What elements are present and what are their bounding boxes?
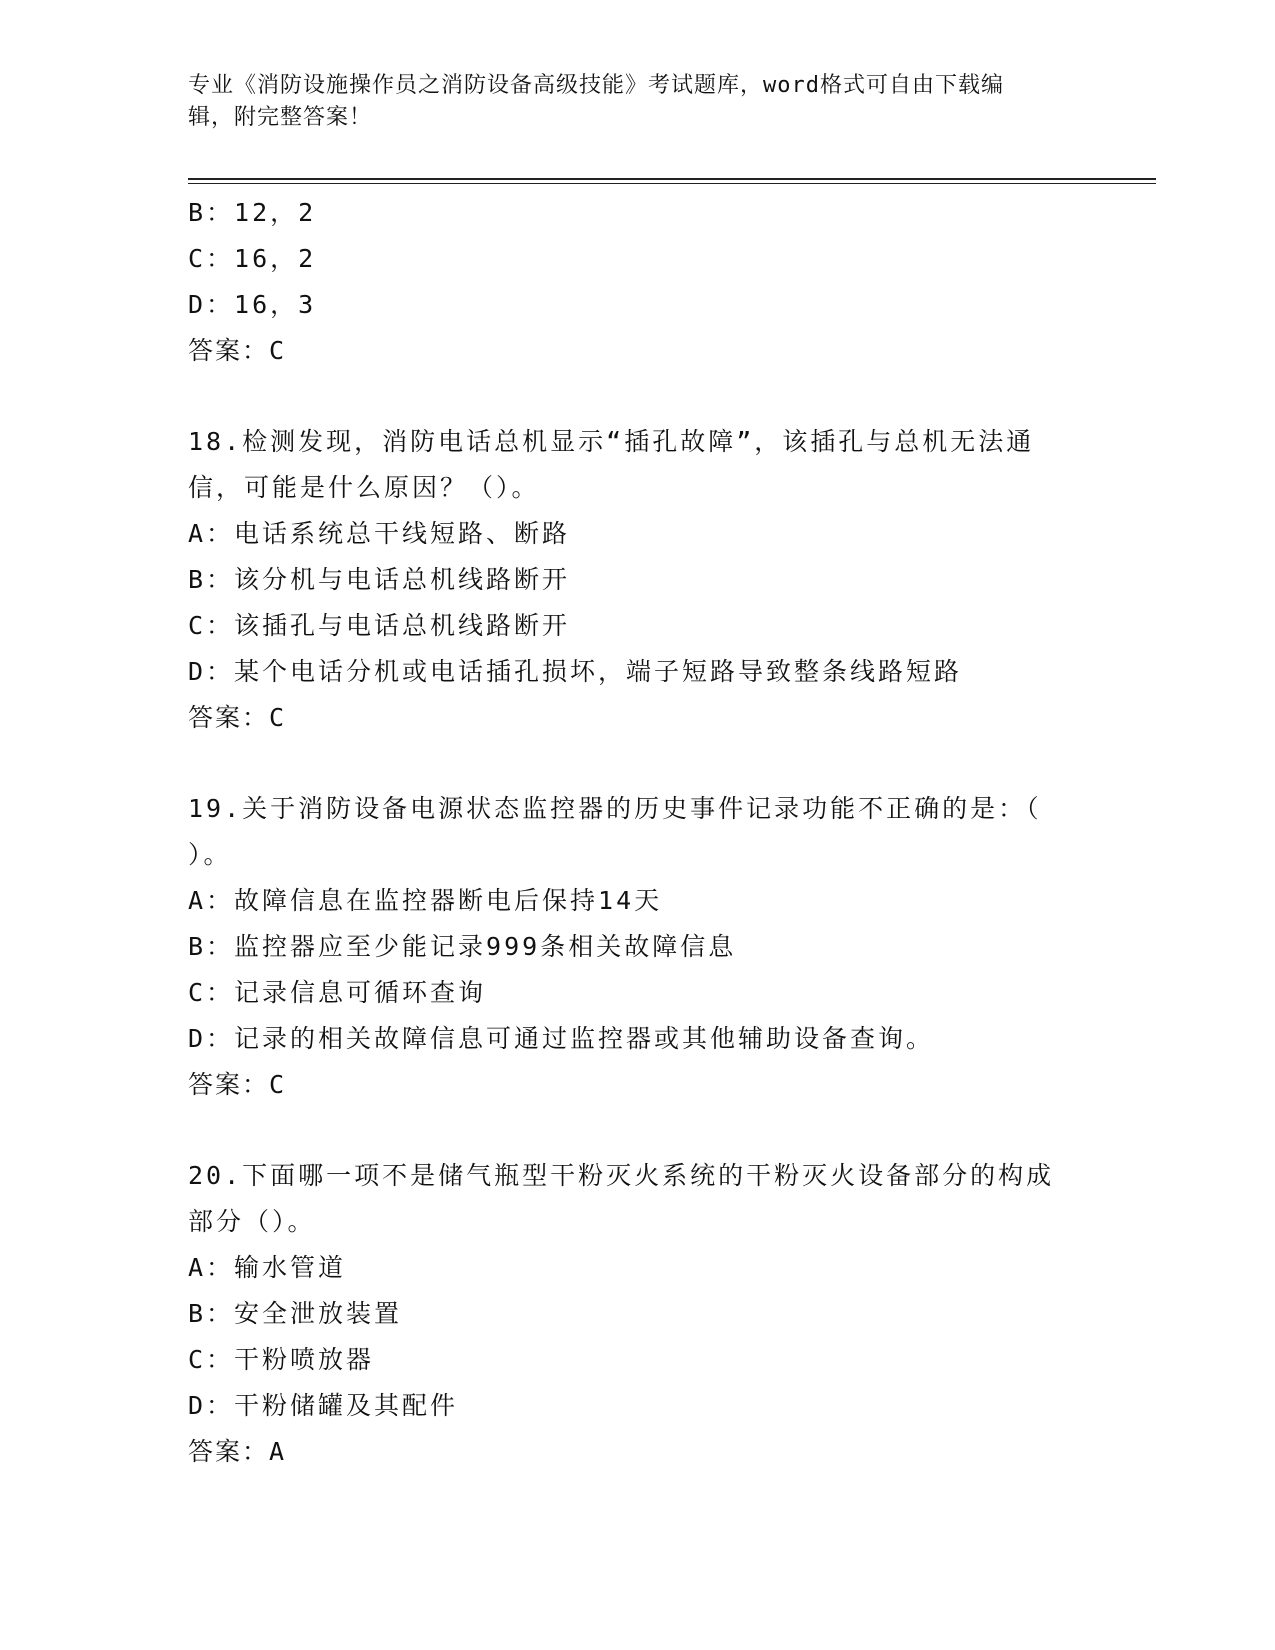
question-text-line: 19.关于消防设备电源状态监控器的历史事件记录功能不正确的是：（ (188, 794, 1042, 823)
document-header (188, 70, 1068, 134)
answer-value: C (269, 1070, 287, 1099)
answer-label: 答案： (188, 703, 270, 732)
question-gap (188, 741, 1088, 786)
option-b: B：该分机与电话总机线路断开 (188, 565, 571, 594)
question-18 (188, 419, 1088, 741)
answer-value: C (269, 703, 287, 732)
answer-label: 答案： (188, 1437, 270, 1466)
option-b: B：监控器应至少能记录999条相关故障信息 (188, 932, 737, 961)
option-d: D：记录的相关故障信息可通过监控器或其他辅助设备查询。 (188, 1024, 935, 1053)
header-divider-thin (188, 183, 1156, 184)
header-line-2: 辑，附完整答案！ (188, 105, 373, 130)
option-a: A：故障信息在监控器断电后保持14天 (188, 886, 663, 915)
option-b: B：安全泄放装置 (188, 1299, 403, 1328)
question-text-line: 20.下面哪一项不是储气瓶型干粉灭火系统的干粉灭火设备部分的构成 (188, 1161, 1055, 1190)
option-c: C：干粉喷放器 (188, 1345, 375, 1374)
answer-line (188, 328, 1088, 374)
header-line-1: 专业《消防设施操作员之消防设备高级技能》考试题库，word格式可自由下载编 (188, 73, 1004, 98)
question-17-continued (188, 190, 1088, 374)
option-d: D：16，3 (188, 290, 317, 319)
answer-line (188, 1062, 1088, 1108)
question-text-line: 部分（）。 (188, 1207, 316, 1236)
header-divider-thick (188, 178, 1156, 180)
question-content (188, 190, 1088, 1475)
question-text-line: 18.检测发现，消防电话总机显示“插孔故障”，该插孔与总机无法通 (188, 427, 1035, 456)
answer-label: 答案： (188, 336, 270, 365)
question-20 (188, 1153, 1088, 1475)
option-a: A：电话系统总干线短路、断路 (188, 519, 571, 548)
option-c: C：该插孔与电话总机线路断开 (188, 611, 571, 640)
question-text-line: 信，可能是什么原因？（）。 (188, 473, 540, 502)
option-c: C：记录信息可循环查询 (188, 978, 487, 1007)
answer-line (188, 1429, 1088, 1475)
option-d: D：某个电话分机或电话插孔损坏，端子短路导致整条线路短路 (188, 657, 963, 686)
option-d: D：干粉储罐及其配件 (188, 1391, 459, 1420)
answer-line (188, 695, 1088, 741)
question-text-line: ）。 (188, 840, 232, 869)
question-gap (188, 374, 1088, 419)
option-b: B：12，2 (188, 198, 317, 227)
answer-value: C (269, 336, 287, 365)
option-a: A：输水管道 (188, 1253, 347, 1282)
answer-value: A (269, 1437, 287, 1466)
option-c: C：16，2 (188, 244, 317, 273)
question-gap (188, 1108, 1088, 1153)
question-19 (188, 786, 1088, 1108)
answer-label: 答案： (188, 1070, 270, 1099)
